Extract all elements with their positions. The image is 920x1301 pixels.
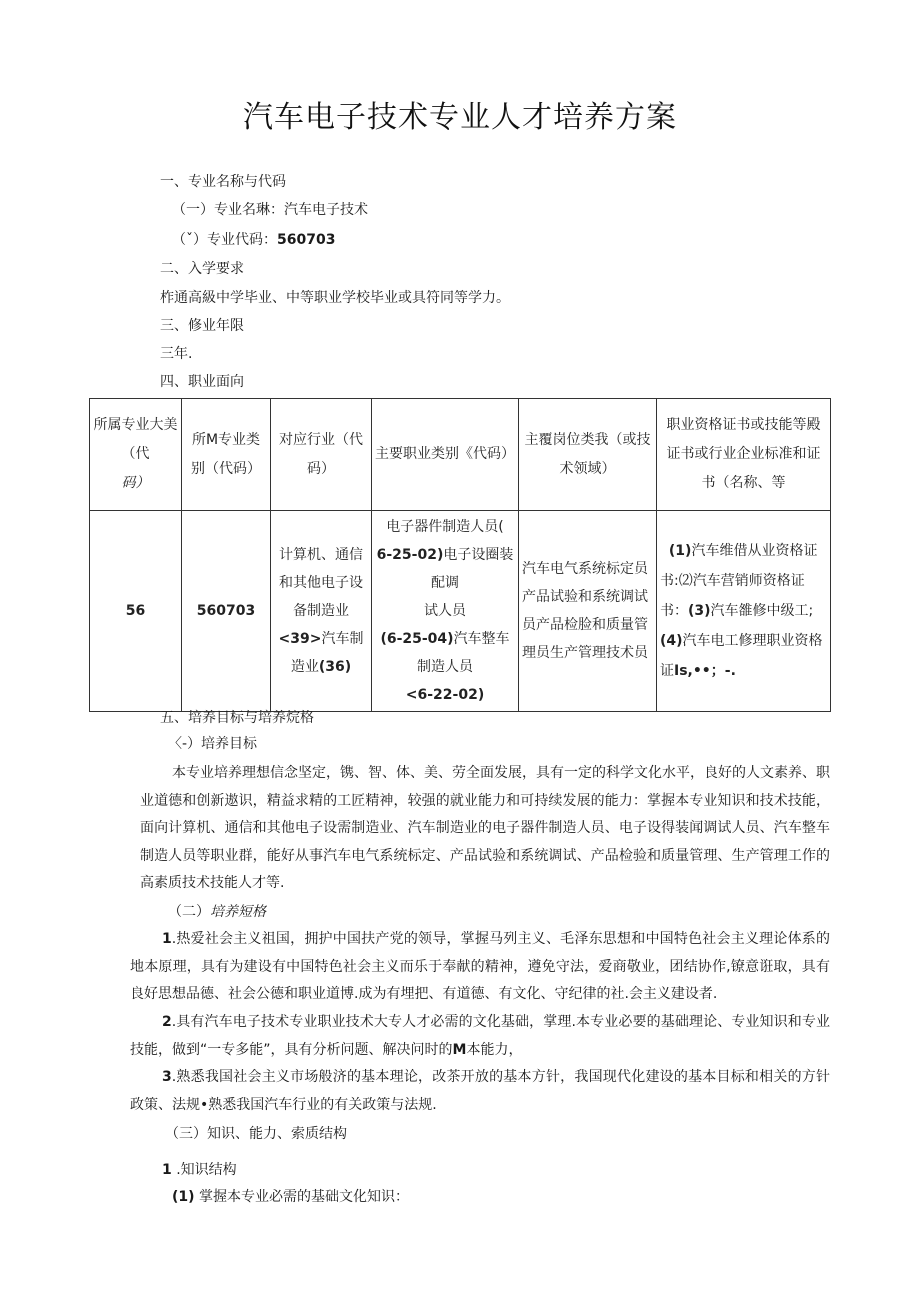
duration-text: 三年.: [160, 346, 193, 362]
spec-item-2: 2.具有汽车电子技术专业职业技术大专人才必需的文化基础，掌理.本专业必要的基础理论、专业知识和专业技能，做到“一专多能”，具有分析问题、解决问时的M本能力，: [130, 1014, 830, 1058]
vocation-table: [89, 398, 831, 712]
cell-major-class: 560703: [182, 511, 271, 712]
knowledge-structure-heading: 1 .知识结构: [162, 1162, 237, 1178]
table-row: [90, 511, 831, 712]
header-certificates: 职业资格证书或技能等殿证书或行业企业标准和证书（名称、等: [657, 399, 831, 511]
section-5-heading: 五、培养目标与培养烷格: [160, 710, 314, 726]
section-1-heading: 一、专业名称与代码: [160, 174, 286, 190]
cell-major-category: 56: [90, 511, 182, 712]
header-major-class: 所M专业类别（代码）: [182, 399, 271, 511]
training-spec-heading: （二）培养短格: [168, 904, 266, 920]
admission-text: 柞通高級中学毕业、中等职业学校毕业或具符同等学力。: [160, 290, 510, 306]
training-goal-heading: 〈-）培养目标: [168, 736, 258, 752]
cell-occupation: 电子器件制造人员( 6-25-02)电子设圈装配调 试人员 (6-25-04)汽车整车制造人员 <6-22-02): [372, 511, 519, 712]
section-2-heading: 二、入学要求: [160, 261, 244, 277]
spec-item-3: 3.熟悉我国社会主义市场般济的基本理论，改茶开放的基本方针，我国现代化建设的基本目标和相关的方针政策、法规•熟悉我国汽车行业的有关政策与法规.: [130, 1069, 830, 1113]
major-code-line: [172, 231, 335, 249]
page-title: 汽车电子技术专业人才培养方案: [243, 100, 677, 135]
cell-certificates: (1)汽车维借从业资格证书:⑵汽车营销师资格证书：(3)汽车雒修中级工;(4)汽车电工修理职业资格证Is,••；-.: [657, 511, 831, 712]
header-major-category: 所属专业大美（代 码）: [90, 399, 182, 511]
header-occupation: 主要职业类别《代码）: [372, 399, 519, 511]
header-industry: 对应行业（代码）: [271, 399, 372, 511]
spec-item-3-num: 3: [162, 1069, 172, 1085]
spec-item-2-num: 2: [162, 1014, 172, 1030]
section-3-heading: 三、修业年限: [160, 318, 244, 334]
section-4-heading: 四、职业面向: [160, 374, 244, 390]
spec-item-1: 1.热爱社会主义祖国，拥护中国扶产党的领导，掌握马列主义、毛泽东思想和中国特色社会主义理论体系的地本原理，具有为建设有中国特色社会主义而乐于奉献的精神，遵免守法，爱商敬业，团结协作,镣意诳取，具有良好思想品德、社会公德和职业道博.成为有埋把、有道德、有文化、守纪律的社.会主义建设者.: [130, 931, 830, 1002]
knowledge-item-1: (1) 掌握本专业必需的基础文化知识：: [172, 1189, 409, 1205]
spec-item-1-num: 1: [162, 931, 172, 947]
header-positions: 主覆岗位类我（或技术领域）: [519, 399, 657, 511]
cell-industry: 计算机、通信和其他电子设备制造业 <39>汽车制造业(36): [271, 511, 372, 712]
structure-heading: （三）知识、能力、索质结构: [165, 1126, 347, 1142]
training-goal-paragraph: 本专业培养理想信念坚定，镌、智、体、美、劳全面发展，具有一定的科学文化水平，良好的人文素养、职业道德和创新遨识，精益求精的工匠精神，较强的就业能力和可持续发展的能力：掌握本专业知识和技术技能，面向计算机、通信和其他电子设需制造业、汽车制造业的电子器件制造人员、电子设得装闻调试人员、汽车整车制造人员等职业群，能好从事汽车电气系统标定、产品试验和系统调试、产品检验和质量管理、生产管理工作的高素质技术技能人才等.: [140, 765, 830, 891]
cell-positions: 汽车电气系统标定员产品试验和系统调试员产品检脸和质量管理员生产管理技术员: [519, 511, 657, 712]
major-name-line: （一）专业名琳：汽车电子技术: [172, 202, 368, 218]
major-code-value: 560703: [277, 232, 336, 248]
major-code-label: （ˇ）专业代码：: [172, 232, 277, 248]
table-header-row: [90, 399, 831, 511]
